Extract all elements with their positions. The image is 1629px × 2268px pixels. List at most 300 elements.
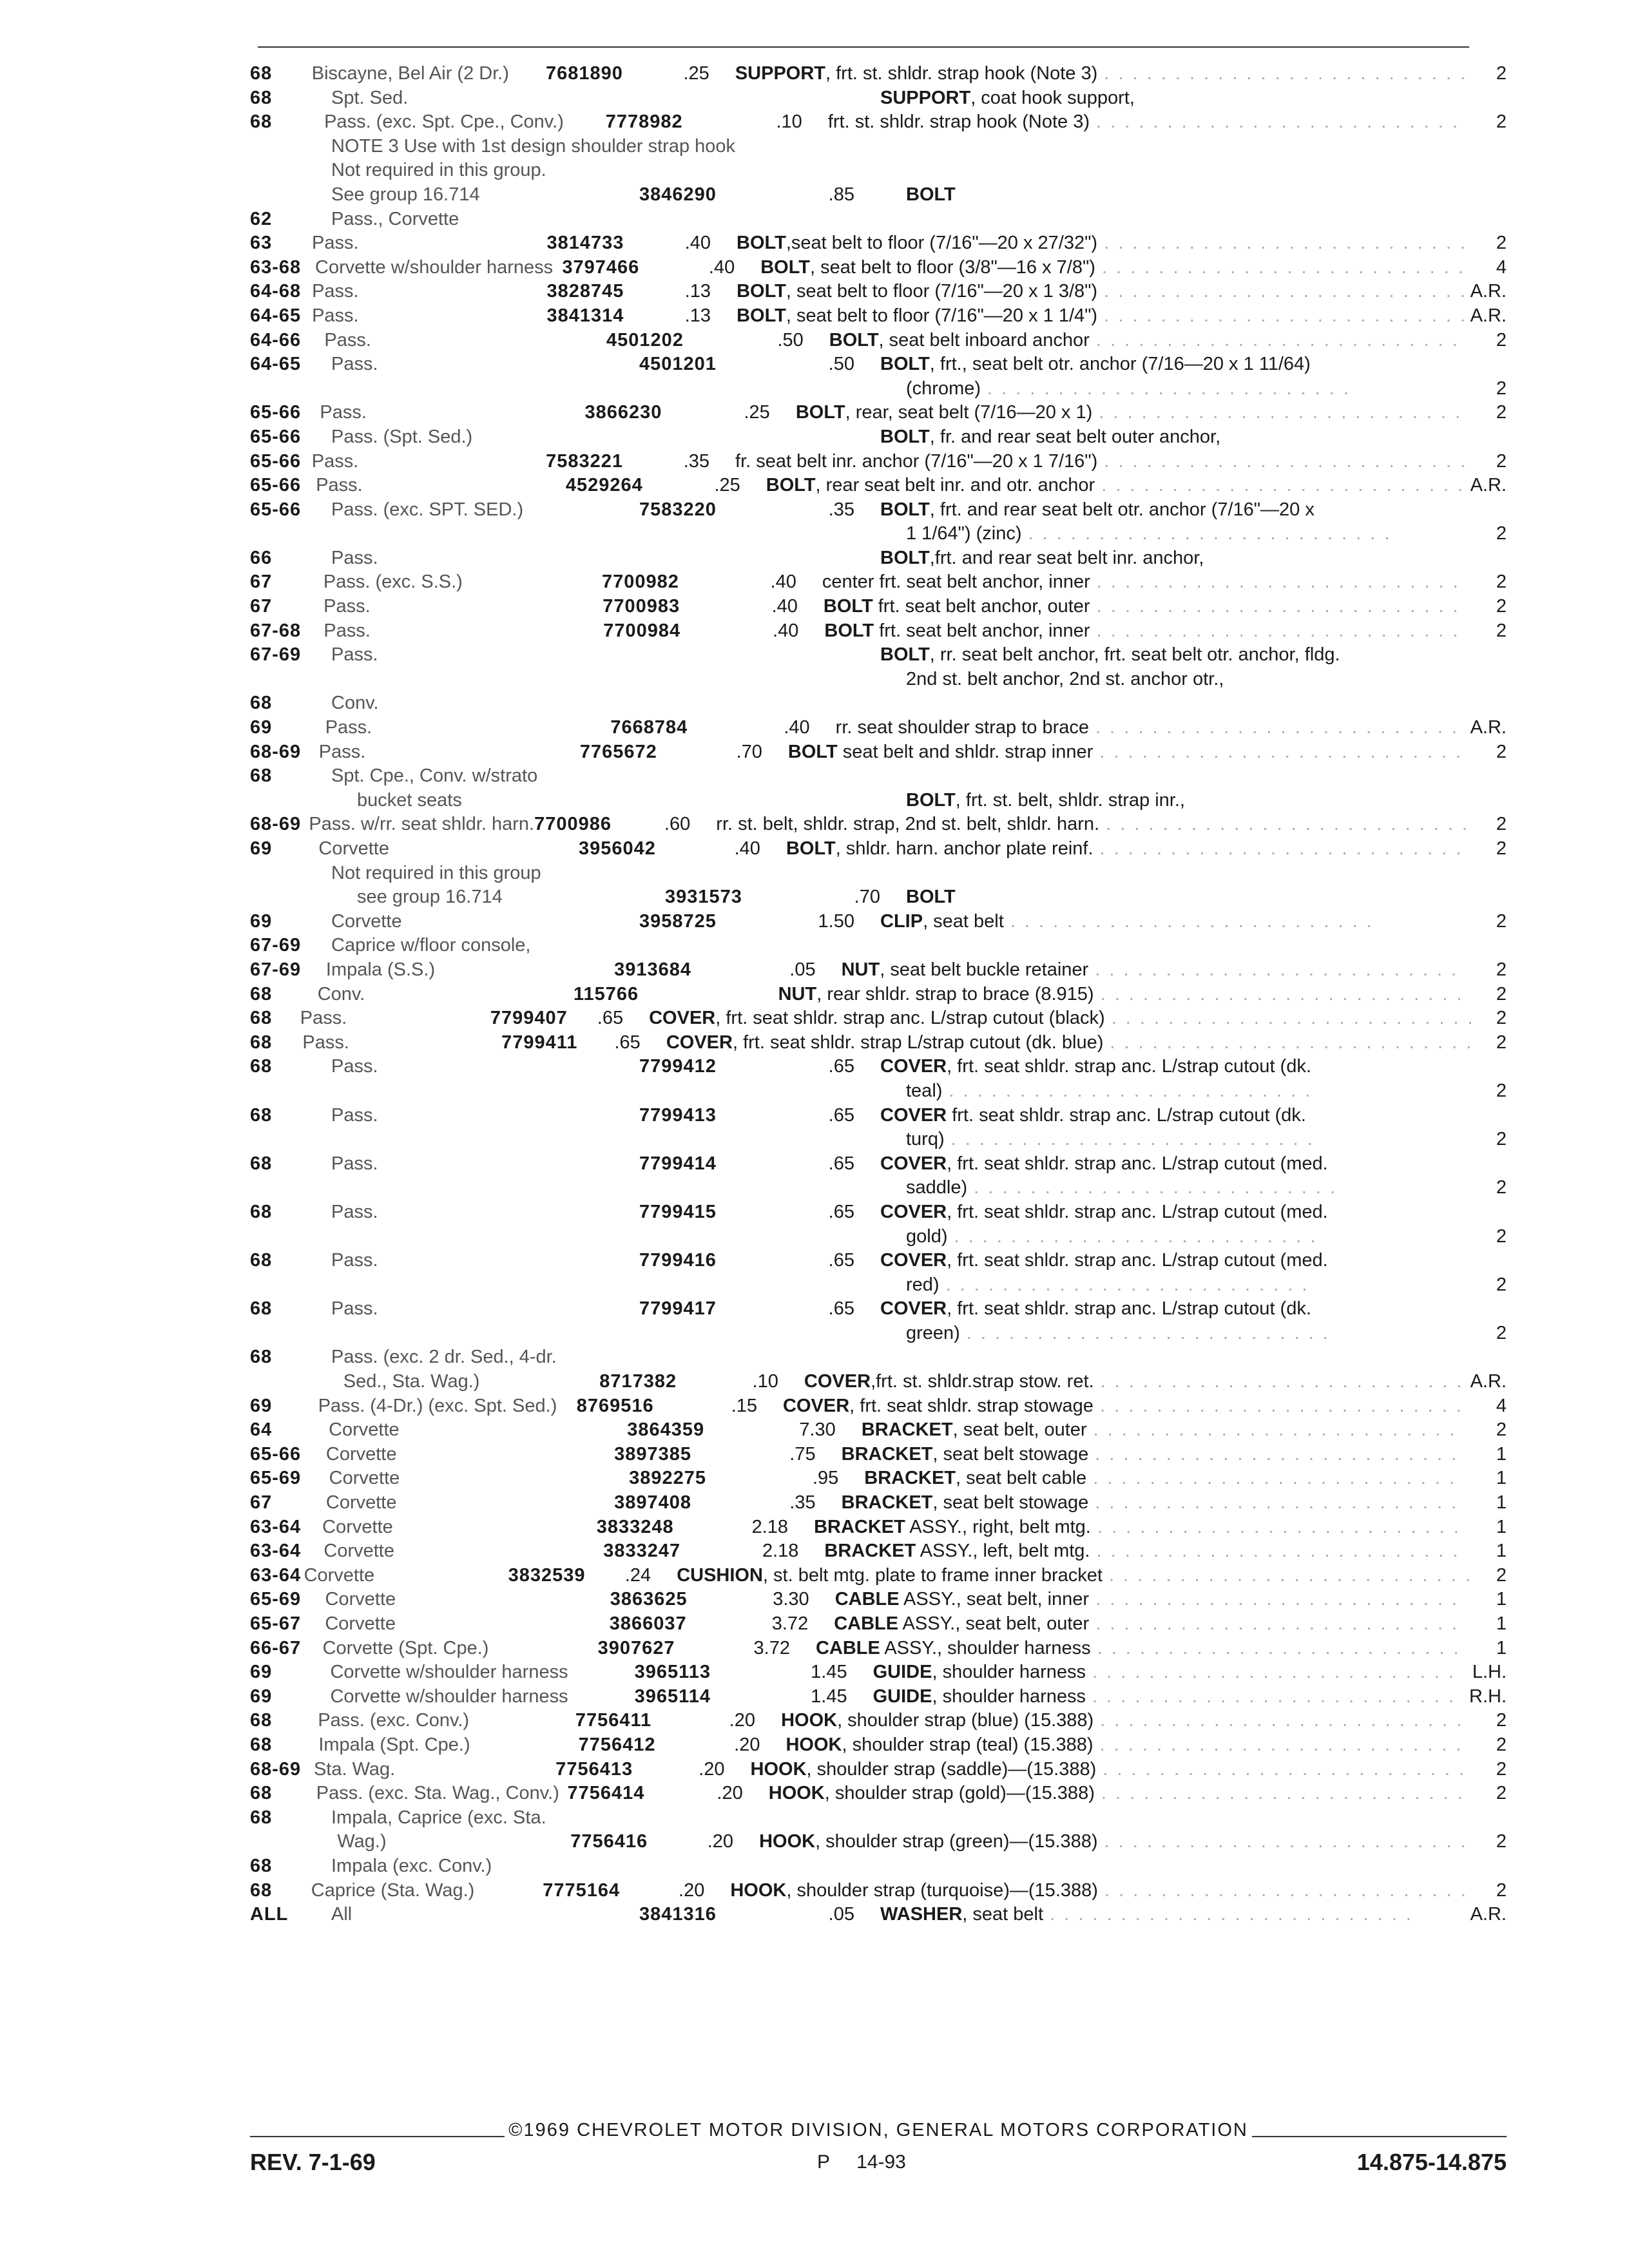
model-application-text: Pass. (331, 354, 378, 375)
model-application-text: Pass., Corvette (331, 208, 459, 229)
model-year-text: 67-69 (250, 644, 302, 666)
model-year (250, 619, 323, 644)
model-application (331, 498, 639, 523)
part-description (666, 1031, 1474, 1055)
parts-row (250, 546, 1507, 571)
model-application-text: Pass. (331, 1250, 378, 1271)
part-number-text: 7799414 (639, 1153, 717, 1174)
part-description (880, 643, 1455, 668)
leader-dots: . . . . . . . . . . . . . . . . . . . . . . . . . . (1095, 717, 1459, 738)
part-description-text: gold) (906, 1225, 948, 1247)
part-number (567, 1782, 691, 1806)
model-application (325, 1612, 609, 1637)
quantity-text: 1 (1496, 1613, 1507, 1634)
model-year-text: 64-65 (250, 305, 302, 326)
part-description-text: (chrome) (906, 378, 981, 399)
model-application (326, 1443, 614, 1467)
part-number (546, 304, 662, 329)
model-year-text: 68 (250, 765, 273, 787)
part-number-text: 7700984 (603, 620, 681, 641)
part-description-text: BRACKET, seat belt cable (864, 1468, 1087, 1489)
leader-dots: . . . . . . . . . . . . . . . . . . . . . . . . . . (1092, 1662, 1456, 1683)
list-price (791, 498, 880, 523)
part-description (822, 570, 1460, 595)
leader-dots: . . . . . . . . . . . . . . . . . . . . . . . . . . (1096, 620, 1460, 641)
model-year-text: 68 (250, 1734, 273, 1755)
part-description (880, 1321, 1455, 1346)
model-application-text: Spt. Sed. (331, 87, 409, 108)
model-application (311, 1830, 570, 1854)
quantity-text: 2 (1496, 378, 1507, 399)
part-number-text: 3846290 (639, 184, 717, 205)
model-application (331, 1104, 639, 1128)
list-price (744, 110, 828, 135)
parts-row (250, 256, 1507, 280)
list-price (691, 1782, 769, 1806)
quantity-text: 2 (1496, 233, 1507, 254)
model-year-text: 67 (250, 572, 273, 593)
model-year (250, 304, 312, 329)
list-price-text: .20 (734, 1734, 760, 1755)
model-year-text: 68 (250, 1879, 273, 1901)
model-year-text: 69 (250, 1686, 273, 1707)
part-number (570, 1830, 686, 1854)
part-description-text: COVER frt. seat shldr. strap anc. L/strap cutout (dk. (880, 1104, 1306, 1126)
model-year-text: 69 (250, 910, 273, 932)
model-application (329, 1466, 629, 1491)
quantity (1467, 450, 1507, 474)
model-application (319, 740, 580, 765)
model-application (331, 1854, 639, 1879)
part-number (585, 401, 716, 425)
list-price (757, 1443, 842, 1467)
model-application-text: Pass. (312, 281, 359, 302)
list-price (791, 910, 880, 934)
quantity (1467, 304, 1507, 329)
part-description-text: rr. seat shoulder strap to brace (835, 717, 1089, 738)
list-price (657, 1879, 731, 1903)
part-number (665, 885, 817, 910)
list-price (791, 183, 880, 207)
quantity-text: 1 (1496, 1589, 1507, 1610)
part-number (580, 740, 709, 765)
model-application (312, 450, 546, 474)
parts-row (250, 740, 1507, 765)
quantity (1469, 812, 1507, 837)
part-description-text: CABLE ASSY., seat belt, outer (834, 1613, 1090, 1634)
list-price (726, 1370, 804, 1394)
part-number (639, 1152, 791, 1177)
quantity-text: A.R. (1470, 717, 1507, 738)
quantity-text: 2 (1496, 1177, 1507, 1198)
model-application-text: Corvette (331, 910, 402, 932)
model-year-text: 65-66 (250, 402, 302, 423)
part-description (880, 1152, 1455, 1177)
list-price (584, 1006, 650, 1031)
leader-dots: . . . . . . . . . . . . . . . . . . . . . . . . . . (1106, 814, 1469, 835)
quantity (1463, 1733, 1507, 1758)
model-year-text: 68 (250, 693, 273, 714)
leader-dots: . . . . . . . . . . . . . . . . . . . . . . . . . . (1097, 1637, 1461, 1658)
parts-row (250, 1176, 1507, 1200)
model-application (318, 1733, 578, 1758)
list-price-text: .70 (736, 741, 762, 762)
part-description-text: BRACKET ASSY., right, belt mtg. (814, 1516, 1091, 1537)
part-number-text: 7700982 (601, 572, 679, 593)
quantity (1462, 401, 1507, 425)
part-description (788, 740, 1463, 765)
model-application-text: Sed., Sta. Wag.) (343, 1371, 480, 1392)
model-application (318, 837, 579, 861)
part-description (760, 256, 1465, 280)
model-year (250, 1418, 329, 1443)
model-year (250, 1104, 331, 1128)
quantity (1459, 1612, 1507, 1637)
revision-date: REV. 7-1-69 (250, 2149, 376, 2175)
list-price (750, 1612, 834, 1637)
quantity (1455, 910, 1507, 934)
quantity (1455, 1225, 1507, 1249)
model-application (325, 1588, 610, 1612)
list-price (644, 812, 716, 837)
part-description-text: BOLT (906, 184, 956, 205)
part-description (880, 668, 1455, 692)
model-application-text: Corvette w/shoulder harness (330, 1686, 568, 1707)
part-description-text: HOOK, shoulder strap (blue) (15.388) (781, 1710, 1094, 1731)
model-application (312, 304, 546, 329)
model-year-text: 63-64 (250, 1516, 302, 1537)
parts-row (250, 691, 1507, 716)
part-number-text: 8769516 (576, 1395, 654, 1416)
model-year (250, 207, 331, 232)
parts-row (250, 329, 1507, 353)
model-application (322, 1515, 597, 1540)
part-description (880, 425, 1455, 450)
part-description (730, 1879, 1468, 1903)
part-number (603, 619, 741, 644)
part-description (880, 1249, 1455, 1273)
list-price-text: .65 (828, 1104, 854, 1126)
list-price (757, 958, 842, 983)
model-application (331, 1055, 639, 1079)
leader-dots: . . . . . . . . . . . . . . . . . . . . . . . . . . (1092, 1686, 1456, 1707)
quantity-text: 2 (1496, 402, 1507, 423)
part-number-text: 115766 (574, 983, 639, 1004)
parts-row (250, 474, 1507, 498)
part-number-text: 7756412 (578, 1734, 656, 1755)
part-number-text: 8717382 (599, 1371, 677, 1392)
part-description-text: SUPPORT, coat hook support, (880, 87, 1135, 108)
model-year (250, 1903, 331, 1927)
part-description-text: HOOK, shoulder strap (green)—(15.388) (759, 1831, 1098, 1852)
model-application-text: Pass. (318, 741, 366, 762)
model-year (250, 910, 331, 934)
quantity-text: 1 (1496, 1541, 1507, 1562)
part-number-text: 7583221 (546, 450, 624, 472)
footer-copyright-line (250, 2120, 1507, 2141)
list-price (791, 1200, 880, 1225)
part-description-text: CLIP, seat belt (880, 910, 1004, 932)
quantity (1465, 256, 1507, 280)
list-price-text: .10 (776, 111, 802, 133)
model-application (324, 329, 606, 353)
part-description-text: COVER, frt. seat shldr. strap anc. L/strap cutout (dk. (880, 1056, 1311, 1077)
part-number-text: 3907627 (597, 1637, 675, 1658)
part-description (880, 1225, 1455, 1249)
model-year-text: 65-66 (250, 426, 302, 447)
model-year (250, 643, 331, 668)
parts-row (250, 498, 1507, 523)
list-price (707, 837, 786, 861)
parts-row (250, 1128, 1507, 1152)
part-description (737, 231, 1467, 256)
part-description-text: green) (906, 1322, 960, 1343)
leader-dots: . . . . . . . . . . . . . . . . . . . . . . . . . . (1110, 1032, 1474, 1053)
model-application-text: Corvette (318, 838, 389, 859)
footer-rule-right (1252, 2136, 1507, 2137)
part-number (602, 595, 740, 619)
list-price (740, 595, 824, 619)
part-description-text: 1 1/64") (zinc) (906, 523, 1022, 544)
leader-dots: . . . . . . . . . . . . . . . . . . . . . . . . . . (1028, 523, 1392, 544)
model-year (250, 280, 312, 304)
parts-row (250, 1588, 1507, 1612)
quantity (1463, 1370, 1507, 1394)
parts-row (250, 280, 1507, 304)
leader-dots: . . . . . . . . . . . . . . . . . . . . . . . . . . (1097, 1516, 1461, 1537)
leader-dots: . . . . . . . . . . . . . . . . . . . . . . . . . . (974, 1177, 1338, 1198)
list-price-text: 3.72 (753, 1637, 790, 1658)
parts-row (250, 570, 1507, 595)
parts-row (250, 1539, 1507, 1564)
list-price-text: .20 (729, 1710, 756, 1731)
list-price (709, 740, 788, 765)
part-number (597, 1515, 732, 1540)
model-year (250, 837, 318, 861)
model-year (250, 352, 331, 377)
leader-dots: . . . . . . . . . . . . . . . . . . . . . . . . . . (1095, 1613, 1460, 1634)
model-application-text: Spt. Cpe., Conv. w/strato (331, 765, 538, 787)
model-year (250, 498, 331, 523)
part-description-text: HOOK, shoulder strap (gold)—(15.388) (768, 1783, 1095, 1804)
model-application-text: Pass. (311, 450, 359, 472)
quantity-text: 2 (1496, 1564, 1507, 1586)
model-application (316, 1782, 568, 1806)
part-description-text: COVER, frt. seat shldr. strap anc. L/strap cutout (med. (880, 1201, 1328, 1222)
model-application-text: bucket seats (357, 789, 462, 811)
model-application-text: NOTE 3 Use with 1st design shoulder strap hook (331, 135, 736, 157)
part-description-text: BOLT, seat belt to floor (7/16"—20 x 1 1/4") (737, 305, 1098, 326)
model-application-text: Corvette w/shoulder harness (315, 256, 554, 278)
part-description (824, 1539, 1460, 1564)
quantity (1455, 1903, 1507, 1927)
quantity-text: 2 (1496, 1032, 1507, 1053)
parts-row (250, 1733, 1507, 1758)
quantity (1459, 1588, 1507, 1612)
quantity-text: 2 (1496, 572, 1507, 593)
parts-row (250, 716, 1507, 740)
quantity-text: 2 (1496, 1734, 1507, 1755)
model-year (250, 958, 326, 983)
part-description (880, 498, 1455, 523)
model-year (250, 595, 323, 619)
model-year-text: 68 (250, 87, 273, 108)
quantity (1472, 1564, 1507, 1588)
part-description-text: rr. st. belt, shldr. strap, 2nd st. belt, shldr. harn. (716, 814, 1100, 835)
quantity (1455, 1128, 1507, 1152)
quantity-text: 2 (1496, 329, 1507, 351)
model-year-text: 68-69 (250, 741, 302, 762)
part-number-text: 7775164 (543, 1879, 621, 1901)
list-price-text: .75 (789, 1443, 816, 1465)
list-price-text: .15 (731, 1395, 758, 1416)
parts-row (250, 764, 1507, 789)
parts-row (250, 619, 1507, 644)
part-number (603, 1539, 741, 1564)
part-description (842, 1491, 1459, 1515)
list-price (675, 1758, 751, 1782)
model-application (315, 256, 562, 280)
part-number (639, 1055, 791, 1079)
list-price-text: .05 (789, 959, 816, 980)
part-description-text: BOLT,frt. and rear seat belt inr. anchor, (880, 547, 1204, 568)
part-description (880, 522, 1455, 546)
part-description (864, 1466, 1456, 1491)
part-description (786, 837, 1463, 861)
part-number (627, 1418, 775, 1443)
model-application-text: see group 16.714 (357, 887, 503, 908)
model-year (250, 1564, 304, 1588)
list-price-text: .40 (684, 233, 711, 254)
part-description-text: BOLT seat belt and shldr. strap inner (787, 741, 1094, 762)
model-year-text: 69 (250, 717, 273, 738)
quantity-text: A.R. (1470, 281, 1507, 302)
model-application-text: Pass. (exc. S.S.) (323, 572, 463, 593)
list-price (741, 1539, 824, 1564)
model-year-text: 69 (250, 1662, 273, 1683)
list-price-text: .40 (770, 572, 796, 593)
list-price-text: .60 (664, 814, 691, 835)
model-year-text: 65-66 (250, 1443, 302, 1465)
list-price-text: .40 (773, 620, 799, 641)
list-price (791, 1297, 880, 1321)
part-number (635, 1685, 785, 1709)
model-application-text: Pass. (323, 620, 371, 641)
part-description-text: red) (906, 1274, 940, 1295)
part-description-text: NUT, rear shldr. strap to brace (8.915) (778, 983, 1094, 1004)
part-description-text: COVER,frt. st. shldr.strap stow. ret. (804, 1371, 1094, 1392)
part-description-text: HOOK, shoulder strap (teal) (15.388) (786, 1734, 1094, 1755)
quantity-text: 2 (1496, 1008, 1507, 1029)
quantity-text: 2 (1496, 1710, 1507, 1731)
parts-row (250, 668, 1507, 692)
leader-dots: . . . . . . . . . . . . . . . . . . . . . . . . . . (950, 1129, 1315, 1150)
model-application-text: Pass. (302, 1032, 349, 1053)
model-year (250, 401, 320, 425)
part-number (610, 1612, 750, 1637)
quantity (1467, 62, 1507, 86)
model-year-text: 64-66 (250, 329, 302, 351)
part-description (873, 1685, 1456, 1709)
part-description (880, 1903, 1455, 1927)
part-description-text: COVER, frt. seat shldr. strap anc. L/strap cutout (med. (880, 1153, 1328, 1174)
model-year (250, 546, 331, 571)
list-price (746, 329, 829, 353)
model-year (250, 1685, 330, 1709)
model-year (250, 1782, 316, 1806)
quantity-text: R.H. (1469, 1686, 1507, 1707)
model-application-text: Corvette (329, 1468, 400, 1489)
quantity (1455, 1176, 1507, 1200)
list-price-text: .65 (828, 1298, 854, 1320)
list-price-text: .65 (828, 1153, 854, 1174)
part-number-text: 7681890 (546, 63, 623, 84)
model-application (323, 1637, 598, 1661)
page-number: P 14-93 (817, 2151, 906, 2173)
model-application-text: Corvette w/shoulder harness (330, 1662, 568, 1683)
leader-dots: . . . . . . . . . . . . . . . . . . . . . . . . . . (1101, 475, 1465, 496)
model-application-text: Corvette (325, 1589, 396, 1610)
part-description-text: HOOK, shoulder strap (turquoise)—(15.388) (730, 1879, 1098, 1901)
part-description (880, 183, 1455, 207)
model-application (331, 425, 639, 450)
quantity-text: A.R. (1470, 305, 1507, 326)
quantity-text: 1 (1496, 1492, 1507, 1514)
part-number-text: 3863625 (610, 1589, 688, 1610)
part-description-text: BOLT frt. seat belt anchor, outer (823, 596, 1090, 617)
model-year (250, 764, 331, 789)
quantity (1455, 522, 1507, 546)
part-number (546, 62, 661, 86)
model-application (325, 716, 611, 740)
model-application-text: Pass. (331, 1298, 378, 1320)
model-application-text: Pass. (331, 1201, 378, 1222)
model-year (250, 1709, 318, 1733)
model-application-text: Pass. (324, 329, 371, 351)
model-year (250, 1152, 331, 1177)
part-number-text: 7799413 (639, 1104, 717, 1126)
leader-dots: . . . . . . . . . . . . . . . . . . . . . . . . . . (1095, 329, 1460, 351)
model-year (250, 1200, 331, 1225)
model-application-text: Pass. (312, 305, 359, 326)
model-year-text: 63-68 (250, 256, 302, 278)
part-description (828, 110, 1460, 135)
part-description (781, 1709, 1463, 1733)
list-price-text: .40 (784, 717, 810, 738)
part-description-text: BOLT,seat belt to floor (7/16"—20 x 27/32") (737, 233, 1098, 254)
model-year (250, 1443, 326, 1467)
parts-row (250, 934, 1507, 958)
part-description (906, 789, 1455, 813)
part-number (579, 837, 707, 861)
model-application (331, 1200, 639, 1225)
part-number (639, 183, 791, 207)
list-price-text: .20 (679, 1879, 705, 1901)
part-description-text: COVER, frt. seat shldr. strap stowage (783, 1395, 1094, 1416)
model-year-text: 68 (250, 111, 273, 133)
leader-dots: . . . . . . . . . . . . . . . . . . . . . . . . . . (1104, 305, 1468, 326)
model-year (250, 570, 323, 595)
part-description-text: BOLT, fr. and rear seat belt outer anchor, (880, 426, 1221, 447)
model-year (250, 231, 312, 256)
parts-row (250, 1200, 1507, 1225)
model-application-text: Corvette (325, 1492, 397, 1514)
list-price-text: .65 (614, 1032, 641, 1053)
part-number-text: 3833248 (596, 1516, 674, 1537)
list-price (662, 231, 737, 256)
list-price-text: .35 (828, 499, 854, 520)
model-year (250, 1031, 302, 1055)
